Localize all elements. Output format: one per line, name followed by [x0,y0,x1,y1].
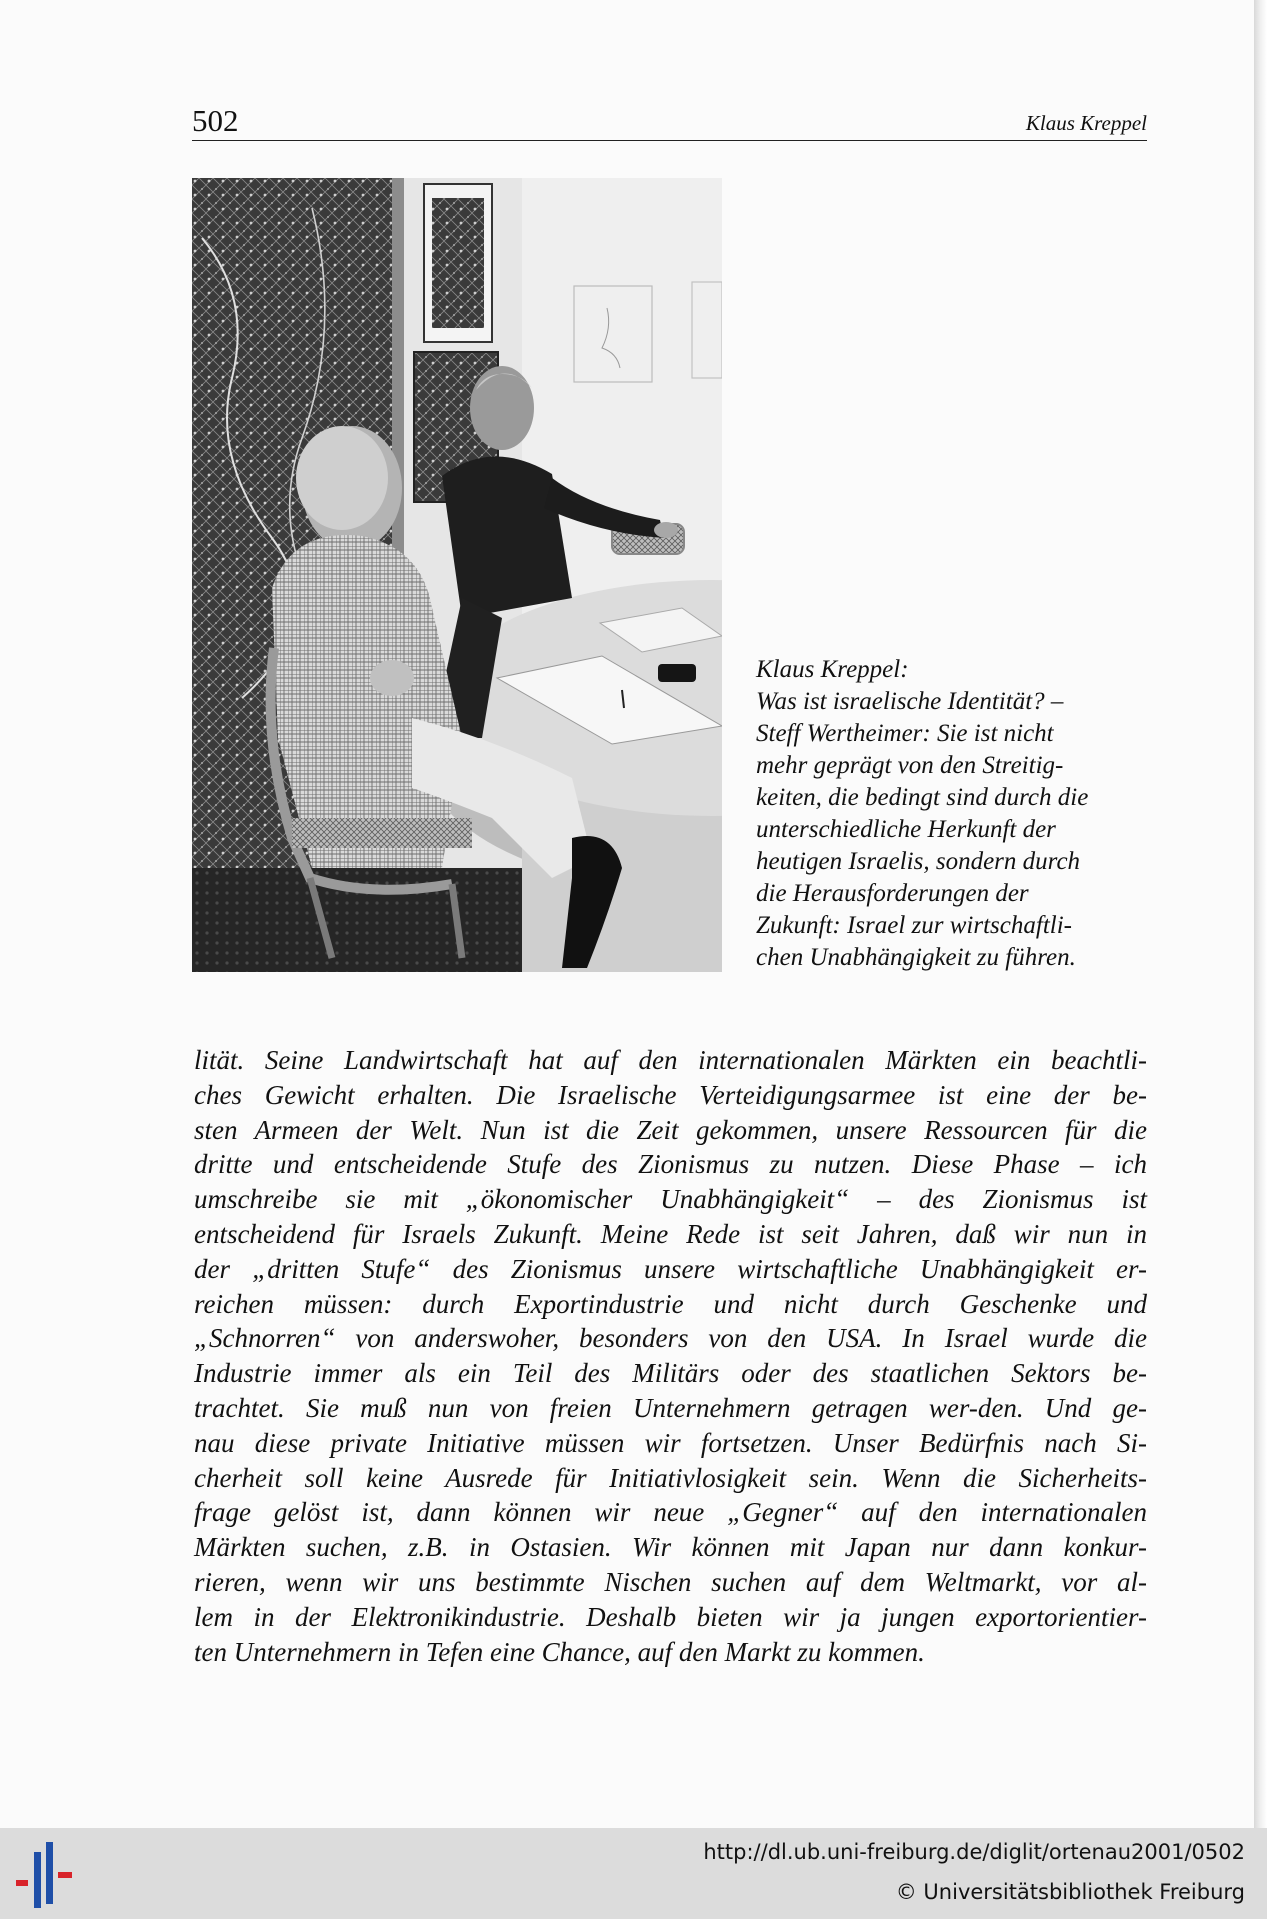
body-line: umschreibe sie mit „ökonomischer Unabhängigkeit“ – des Zionismus ist [194,1184,1147,1215]
body-line: entscheidend für Israels Zukunft. Meine Rede ist seit Jahren, daß wir nun in [194,1218,1147,1249]
body-line: Märkten suchen, z.B. in Ostasien. Wir können mit Japan nur dann konkur- [194,1532,1147,1563]
caption-line: Steff Wertheimer: Sie ist nicht [756,720,1054,747]
body-line: cherheit soll keine Ausrede für Initiativlosigkeit sein. Wenn die Sicherheits- [194,1462,1147,1493]
caption-line: Zukunft: Israel zur wirtschaftli- [756,912,1072,939]
caption-line: chen Unabhängigkeit zu führen. [756,944,1076,971]
body-line: lem in der Elektronikindustrie. Deshalb bieten wir ja jungen exportorientier- [194,1601,1147,1632]
running-head: Klaus Kreppel [1025,111,1147,135]
body-line-last: ten Unternehmern in Tefen eine Chance, auf den Markt zu kommen. [194,1636,925,1667]
page-header [192,100,1147,141]
library-logo-icon[interactable] [14,1842,80,1910]
caption-line: unterschiedliche Herkunft der [756,816,1056,843]
body-line: rieren, wenn wir uns bestimmte Nischen suchen auf dem Weltmarkt, vor al- [194,1566,1147,1597]
body-paragraph [194,1043,1147,1669]
body-line: lität. Seine Landwirtschaft hat auf den internationalen Märkten ein beachtli- [194,1045,1147,1075]
body-line: der „dritten Stufe“ des Zionismus unsere wirtschaftliche Unabhängigkeit er- [194,1253,1147,1284]
body-line: „Schnorren“ von anderswoher, besonders von den USA. In Israel wurde die [194,1323,1147,1354]
body-line: frage gelöst ist, dann können wir neue „Gegner“ auf den internationalen [194,1497,1147,1528]
caption-line: keiten, die bedingt sind durch die [756,784,1089,811]
caption-line: Was ist israelische Identität? – [756,688,1064,715]
body-line: trachtet. Sie muß nun von freien Unternehmern getragen wer-den. Und ge- [194,1392,1147,1423]
body-line: dritte und entscheidende Stufe des Zionismus zu nutzen. Diese Phase – ich [194,1149,1147,1180]
body-line: sten Armeen der Welt. Nun ist die Zeit gekommen, unsere Ressourcen für die [194,1114,1147,1145]
copyright-notice: © Universitätsbibliothek Freiburg [895,1880,1245,1904]
library-footer [0,1828,1267,1919]
bleed-through-text [260,0,940,14]
body-line: reichen müssen: durch Exportindustrie und nicht durch Geschenke und [194,1288,1147,1319]
caption-line: die Herausforderungen der [756,880,1029,907]
caption-line: Klaus Kreppel: [756,656,909,683]
body-line: ches Gewicht erhalten. Die Israelische Verteidigungsarmee ist eine der be- [194,1079,1147,1110]
body-line: nau diese private Initiative müssen wir fortsetzen. Unser Bedürfnis nach Si- [194,1427,1147,1458]
photo-caption [756,654,1156,974]
caption-line: heutigen Israelis, sondern durch [756,848,1081,875]
interview-photo [192,178,722,972]
permalink-url[interactable]: http://dl.ub.uni-freiburg.de/diglit/ortenau2001/0502 [703,1840,1245,1864]
body-line: Industrie immer als ein Teil des Militärs oder des staatlichen Sektors be- [194,1358,1147,1389]
caption-line: mehr geprägt von den Streitig- [756,752,1064,779]
page-number: 502 [192,103,239,138]
page-edge-shadow [1254,0,1267,1828]
